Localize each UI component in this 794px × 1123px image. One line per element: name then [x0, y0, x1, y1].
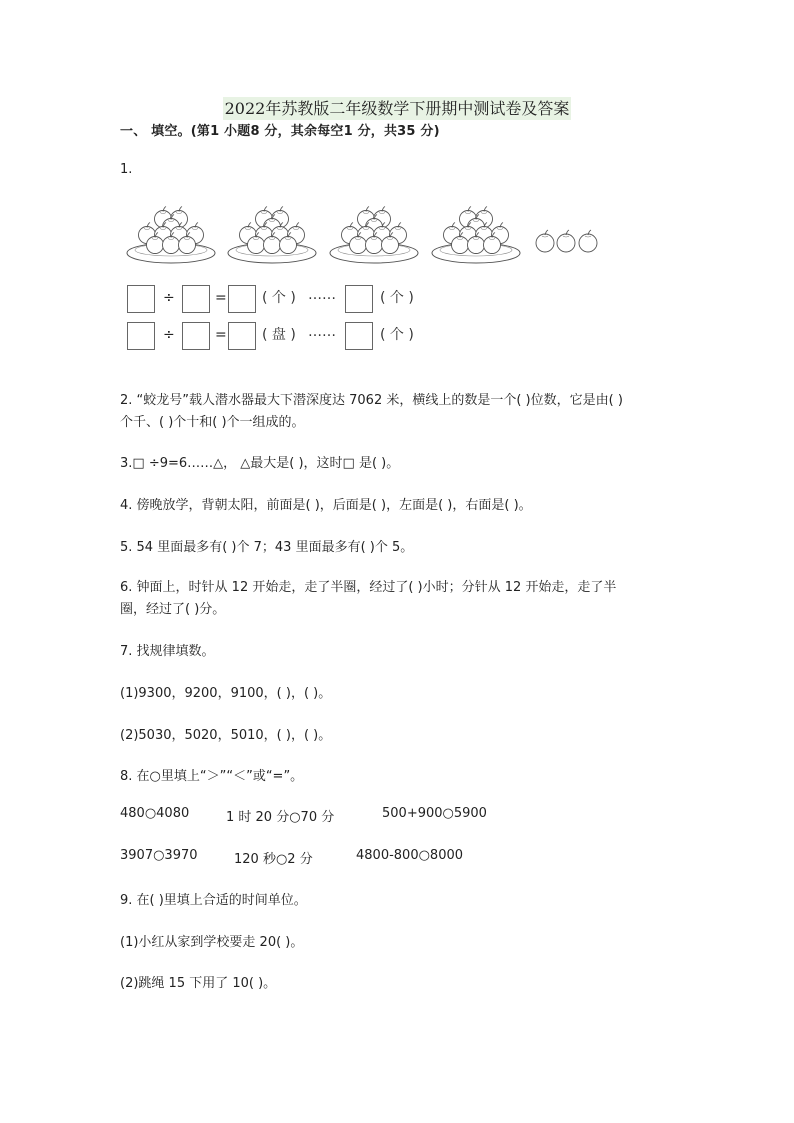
q8-r1c1: 480○4080 [120, 806, 190, 821]
q7-item-2: (2)5030，5020，5010，( )，( )。 [120, 728, 332, 743]
answer-box[interactable] [127, 322, 155, 350]
q3-text: 3.□ ÷9=6……△， △最大是( )，这时□ 是( )。 [120, 456, 400, 471]
q7-stem: 7. 找规律填数。 [120, 644, 215, 659]
answer-box[interactable] [345, 322, 373, 350]
q8-r1c3: 500+900○5900 [382, 806, 487, 821]
answer-box[interactable] [127, 285, 155, 313]
answer-box[interactable] [345, 285, 373, 313]
q6-line2: 圈，经过了( )分。 [120, 602, 226, 617]
q7-item-1: (1)9300，9200，9100，( )，( )。 [120, 686, 332, 701]
remainder-dots: …… [308, 324, 336, 340]
divide-sign: ÷ [163, 327, 175, 343]
answer-box[interactable] [228, 285, 256, 313]
apple-icon [557, 230, 575, 252]
unit-label: ( 盘 ) [262, 327, 296, 343]
unit-label: ( 个 ) [380, 327, 414, 343]
unit-label: ( 个 ) [380, 290, 414, 306]
plates-group [127, 207, 597, 264]
q8-r2c3: 4800-800○8000 [356, 848, 464, 863]
answer-box[interactable] [182, 285, 210, 313]
q9-stem: 9. 在( )里填上合适的时间单位。 [120, 893, 307, 908]
section-heading: 一、 填空。(第1 小题8 分，其余每空1 分，共35 分) [120, 124, 440, 139]
apple-plates-illustration [0, 205, 794, 485]
q2-line2: 个千、( )个十和( )个一组成的。 [120, 415, 305, 430]
q4-text: 4. 傍晚放学，背朝太阳，前面是( )，后面是( )，左面是( )，右面是( )。 [120, 498, 532, 513]
apple-icon [579, 230, 597, 252]
q9-item-2: (2)跳绳 15 下用了 10( )。 [120, 976, 277, 991]
document-title [0, 96, 794, 119]
apple-icon [536, 230, 554, 252]
title-text: 2022年苏教版二年级数学下册期中测试卷及答案 [224, 99, 570, 118]
q5-text: 5. 54 里面最多有( )个 7；43 里面最多有( )个 5。 [120, 540, 414, 555]
q8-r2c1: 3907○3970 [120, 848, 198, 863]
q6-line1: 6. 钟面上，时针从 12 开始走，走了半圈，经过了( )小时；分针从 12 开始走，走了半 [120, 580, 617, 595]
remainder-dots: …… [308, 287, 336, 303]
divide-sign: ÷ [163, 290, 175, 306]
q8-r2c2: 120 秒○2 分 [234, 852, 313, 867]
equals-sign: = [215, 327, 227, 343]
q2-line1: 2. “蛟龙号”载人潜水器最大下潜深度达 7062 米，横线上的数是一个( )位数，它是由( ) [120, 393, 623, 408]
q8-stem: 8. 在○里填上“＞”“＜”或“=”。 [120, 769, 304, 784]
unit-label: ( 个 ) [262, 290, 296, 306]
answer-box[interactable] [228, 322, 256, 350]
q9-item-1: (1)小红从家到学校要走 20( )。 [120, 935, 304, 950]
answer-box[interactable] [182, 322, 210, 350]
equals-sign: = [215, 290, 227, 306]
q8-r1c2: 1 时 20 分○70 分 [226, 810, 335, 825]
q1-number: 1. [120, 162, 133, 177]
